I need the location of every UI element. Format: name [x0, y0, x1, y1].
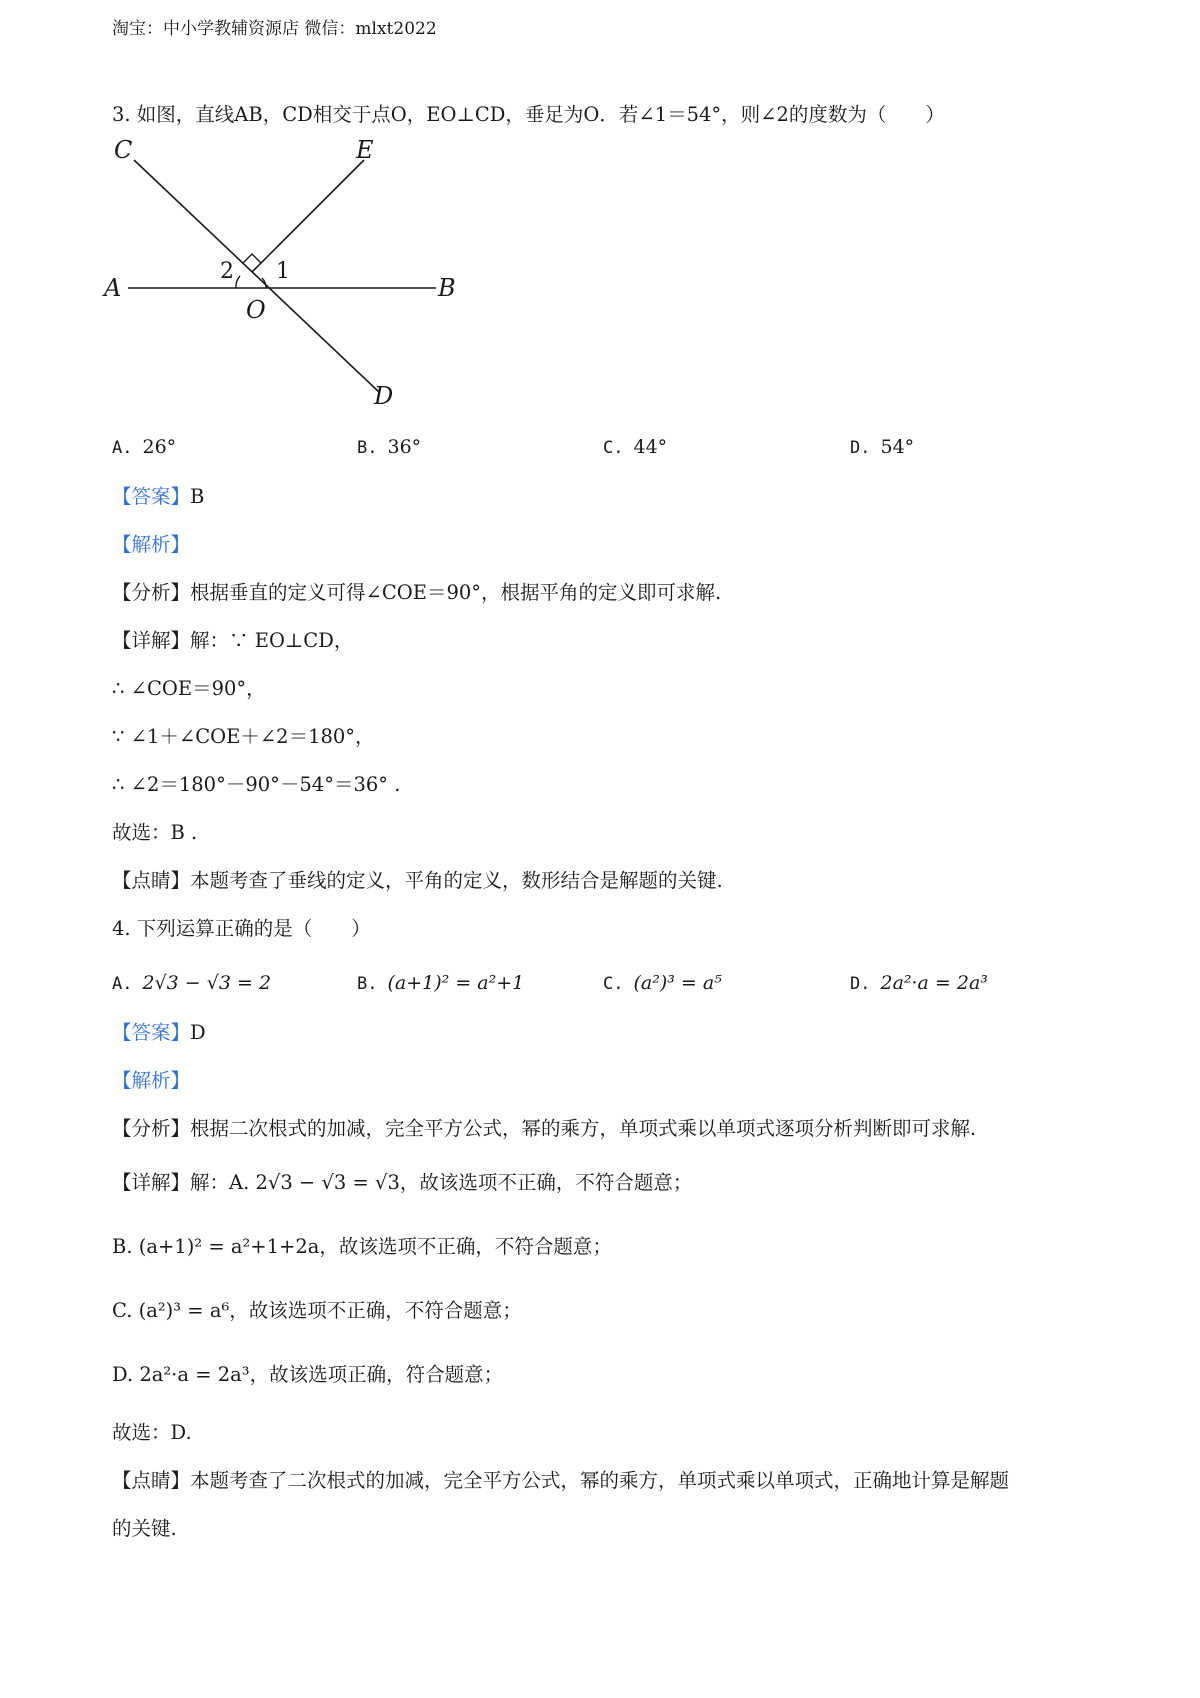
label-c: C — [114, 138, 133, 164]
label-a: A — [104, 274, 122, 302]
q4-xiangjie-line-4: D. 2a²·a = 2a³，故该选项正确，符合题意； — [112, 1363, 504, 1386]
q3-fenxi: 【分析】根据垂直的定义可得∠COE＝90°，根据平角的定义即可求解. — [112, 581, 722, 604]
q3-xiangjie-line-1: 【详解】解：∵ EO⊥CD， — [112, 629, 354, 652]
label-o: O — [246, 296, 266, 324]
label-angle-2: 2 — [220, 259, 234, 284]
label-b: B — [438, 274, 456, 302]
right-angle-mark — [243, 254, 261, 263]
q3-option-c: C. 44° — [603, 436, 668, 458]
q4-answer: 【答案】D — [112, 1021, 206, 1044]
q3-xiangjie-line-2: ∴ ∠COE＝90°， — [112, 677, 266, 700]
page-header: 淘宝：中小学教辅资源店 微信：mlxt2022 — [112, 19, 437, 39]
q3-guxuan: 故选：B . — [112, 821, 198, 844]
q4-guxuan: 故选：D. — [112, 1421, 192, 1444]
q4-xiangjie-line-3: C. (a²)³ = a⁶，故该选项不正确，不符合题意； — [112, 1299, 522, 1322]
q4-stem: 4. 下列运算正确的是（ ） — [112, 917, 371, 940]
q4-dianjing-line-2: 的关键. — [112, 1517, 177, 1540]
q4-dianjing-line-1: 【点睛】本题考查了二次根式的加减，完全平方公式，幂的乘方，单项式乘以单项式，正确地计算是解题 — [112, 1469, 1010, 1492]
q3-option-d: D. 54° — [850, 436, 915, 458]
q3-stem: 3. 如图，直线AB，CD相交于点O，EO⊥CD，垂足为O．若∠1＝54°，则∠2的度数为（ ） — [112, 103, 945, 126]
q3-option-b: B. 36° — [357, 436, 422, 458]
q3-dianjing: 【点睛】本题考查了垂线的定义，平角的定义，数形结合是解题的关键. — [112, 869, 723, 892]
q4-option-c: C. (a²)³ = a⁵ — [603, 972, 722, 994]
q4-jiexi-tag: 【解析】 — [112, 1069, 191, 1092]
q4-fenxi: 【分析】根据二次根式的加减，完全平方公式，幂的乘方，单项式乘以单项式逐项分析判断即可求解. — [112, 1117, 977, 1140]
q4-option-b: B. (a+1)² = a²+1 — [357, 972, 525, 994]
q4-xiangjie-line-1: 【详解】解：A. 2√3 − √3 = √3，故该选项不正确，不符合题意； — [112, 1171, 693, 1194]
ray-oe — [252, 160, 364, 272]
q4-xiangjie-line-2: B. (a+1)² = a²+1+2a，故该选项不正确，不符合题意； — [112, 1235, 612, 1258]
angle-2-arc — [236, 276, 240, 288]
label-d: D — [374, 382, 394, 408]
line-cd — [134, 160, 380, 393]
q3-option-a: A. 26° — [112, 436, 177, 458]
q4-option-a: A. 2√3 − √3 = 2 — [112, 972, 272, 994]
q3-figure — [100, 138, 460, 408]
q3-xiangjie-line-4: ∴ ∠2＝180°－90°－54°＝36° . — [112, 773, 401, 796]
q3-xiangjie-line-3: ∵ ∠1＋∠COE＋∠2＝180°， — [112, 725, 375, 748]
label-angle-1: 1 — [276, 259, 290, 284]
label-e: E — [356, 138, 374, 164]
q4-option-d: D. 2a²·a = 2a³ — [850, 972, 988, 994]
q3-answer: 【答案】B — [112, 485, 205, 508]
q3-jiexi-tag: 【解析】 — [112, 533, 191, 556]
